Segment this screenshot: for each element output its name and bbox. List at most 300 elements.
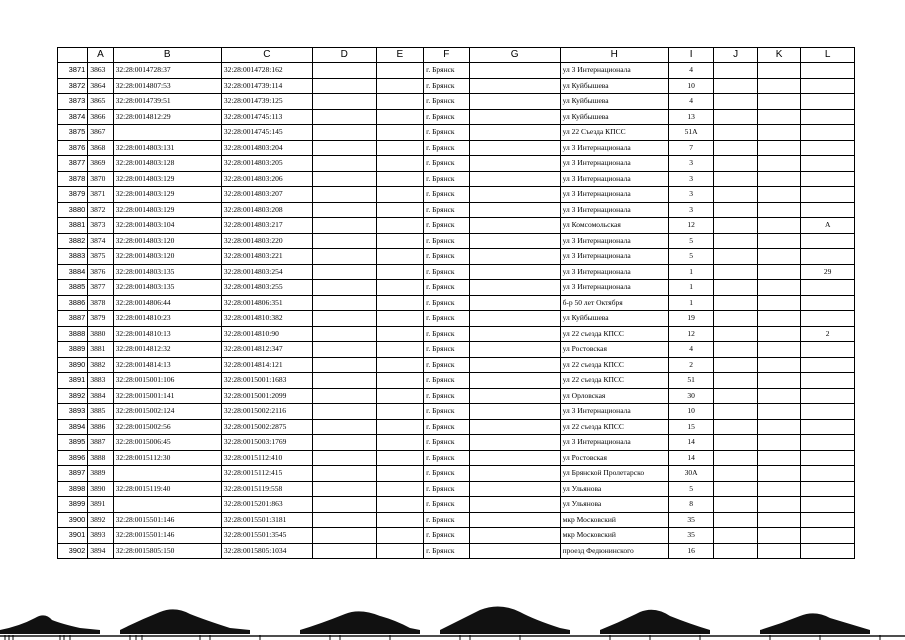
cell-h: мкр Московский bbox=[560, 528, 668, 544]
cell-e bbox=[376, 342, 424, 358]
cell-c: 32:28:0014803:205 bbox=[221, 156, 312, 172]
cell-l bbox=[801, 497, 855, 513]
cell-c: 32:28:0014803:204 bbox=[221, 140, 312, 156]
cell-k bbox=[757, 528, 800, 544]
cell-e bbox=[376, 109, 424, 125]
cell-h: ул 3 Интернационала bbox=[560, 171, 668, 187]
table-body bbox=[58, 63, 855, 559]
cell-c: 32:28:0014739:114 bbox=[221, 78, 312, 94]
cell-i: 14 bbox=[668, 450, 714, 466]
cell-g bbox=[469, 419, 560, 435]
cell-l bbox=[801, 435, 855, 451]
cell-i: 4 bbox=[668, 63, 714, 79]
cell-j bbox=[714, 202, 757, 218]
cell-d bbox=[312, 140, 376, 156]
cell-g bbox=[469, 233, 560, 249]
cell-f: г. Брянск bbox=[424, 78, 470, 94]
table-row bbox=[58, 466, 855, 482]
cell-d bbox=[312, 342, 376, 358]
table-row bbox=[58, 373, 855, 389]
cell-i: 3 bbox=[668, 156, 714, 172]
cell-g bbox=[469, 512, 560, 528]
cell-l bbox=[801, 295, 855, 311]
cell-e bbox=[376, 218, 424, 234]
column-header-d: D bbox=[312, 48, 376, 63]
row-number: 3894 bbox=[58, 419, 88, 435]
cell-j bbox=[714, 357, 757, 373]
cell-g bbox=[469, 466, 560, 482]
cell-d bbox=[312, 156, 376, 172]
cell-b: 32:28:0015501:146 bbox=[113, 512, 221, 528]
cell-f: г. Брянск bbox=[424, 280, 470, 296]
cell-b: 32:28:0014803:104 bbox=[113, 218, 221, 234]
cell-j bbox=[714, 233, 757, 249]
cell-f: г. Брянск bbox=[424, 528, 470, 544]
cell-h: ул Ростовская bbox=[560, 342, 668, 358]
row-number: 3879 bbox=[58, 187, 88, 203]
cell-d bbox=[312, 481, 376, 497]
cell-k bbox=[757, 543, 800, 559]
cell-l bbox=[801, 543, 855, 559]
cell-f: г. Брянск bbox=[424, 543, 470, 559]
cell-i: 51А bbox=[668, 125, 714, 141]
cell-k bbox=[757, 171, 800, 187]
cell-c: 32:28:0014803:208 bbox=[221, 202, 312, 218]
cell-d bbox=[312, 94, 376, 110]
cell-i: 30А bbox=[668, 466, 714, 482]
cell-b: 32:28:0014803:120 bbox=[113, 249, 221, 265]
row-number: 3895 bbox=[58, 435, 88, 451]
table-row bbox=[58, 202, 855, 218]
cell-d bbox=[312, 404, 376, 420]
table-row bbox=[58, 63, 855, 79]
cell-g bbox=[469, 280, 560, 296]
column-header-row bbox=[58, 48, 855, 63]
cell-e bbox=[376, 450, 424, 466]
cell-d bbox=[312, 78, 376, 94]
cell-k bbox=[757, 280, 800, 296]
row-number: 3901 bbox=[58, 528, 88, 544]
table-row bbox=[58, 326, 855, 342]
cell-b: 32:28:0014810:13 bbox=[113, 326, 221, 342]
cell-f: г. Брянск bbox=[424, 171, 470, 187]
cell-e bbox=[376, 373, 424, 389]
cell-g bbox=[469, 481, 560, 497]
cell-d bbox=[312, 63, 376, 79]
cell-d bbox=[312, 109, 376, 125]
cell-f: г. Брянск bbox=[424, 63, 470, 79]
row-number: 3889 bbox=[58, 342, 88, 358]
cell-i: 1 bbox=[668, 280, 714, 296]
table-row bbox=[58, 233, 855, 249]
row-number: 3884 bbox=[58, 264, 88, 280]
cell-a: 3865 bbox=[88, 94, 113, 110]
cell-i: 3 bbox=[668, 187, 714, 203]
row-number: 3874 bbox=[58, 109, 88, 125]
table-row bbox=[58, 311, 855, 327]
cell-e bbox=[376, 187, 424, 203]
cell-l bbox=[801, 512, 855, 528]
cell-a: 3885 bbox=[88, 404, 113, 420]
cell-i: 13 bbox=[668, 109, 714, 125]
cell-g bbox=[469, 450, 560, 466]
corner-header bbox=[58, 48, 88, 63]
cell-j bbox=[714, 435, 757, 451]
cell-b: 32:28:0014812:29 bbox=[113, 109, 221, 125]
cell-e bbox=[376, 512, 424, 528]
cell-c: 32:28:0015805:1034 bbox=[221, 543, 312, 559]
cell-a: 3884 bbox=[88, 388, 113, 404]
cell-e bbox=[376, 466, 424, 482]
cell-b: 32:28:0014807:53 bbox=[113, 78, 221, 94]
cell-g bbox=[469, 94, 560, 110]
cell-g bbox=[469, 543, 560, 559]
cell-j bbox=[714, 171, 757, 187]
column-header-i: I bbox=[668, 48, 714, 63]
cell-k bbox=[757, 218, 800, 234]
cell-i: 16 bbox=[668, 543, 714, 559]
cell-e bbox=[376, 357, 424, 373]
cell-d bbox=[312, 280, 376, 296]
cell-g bbox=[469, 373, 560, 389]
cell-e bbox=[376, 171, 424, 187]
cell-e bbox=[376, 78, 424, 94]
cell-h: ул Куйбышева bbox=[560, 94, 668, 110]
cell-k bbox=[757, 311, 800, 327]
cell-d bbox=[312, 435, 376, 451]
cell-l bbox=[801, 249, 855, 265]
cell-d bbox=[312, 512, 376, 528]
cell-h: ул 22 съезда КПСС bbox=[560, 326, 668, 342]
row-number: 3898 bbox=[58, 481, 88, 497]
cell-e bbox=[376, 481, 424, 497]
spreadsheet-scan bbox=[57, 47, 855, 559]
cell-h: ул 3 Интернационала bbox=[560, 63, 668, 79]
cell-d bbox=[312, 419, 376, 435]
table-row bbox=[58, 481, 855, 497]
cell-d bbox=[312, 311, 376, 327]
cell-a: 3864 bbox=[88, 78, 113, 94]
cell-h: ул Ростовская bbox=[560, 450, 668, 466]
cell-e bbox=[376, 156, 424, 172]
cell-j bbox=[714, 419, 757, 435]
cell-a: 3869 bbox=[88, 156, 113, 172]
cell-e bbox=[376, 419, 424, 435]
cell-f: г. Брянск bbox=[424, 481, 470, 497]
cell-i: 1 bbox=[668, 264, 714, 280]
table-row bbox=[58, 264, 855, 280]
cell-f: г. Брянск bbox=[424, 125, 470, 141]
cell-c: 32:28:0014745:113 bbox=[221, 109, 312, 125]
cell-c: 32:28:0015112:415 bbox=[221, 466, 312, 482]
row-number: 3885 bbox=[58, 280, 88, 296]
cell-l bbox=[801, 171, 855, 187]
cell-h: ул 22 съезда КПСС bbox=[560, 373, 668, 389]
cell-l bbox=[801, 202, 855, 218]
cell-b: 32:28:0014812:32 bbox=[113, 342, 221, 358]
cell-h: ул Куйбышева bbox=[560, 78, 668, 94]
cell-j bbox=[714, 156, 757, 172]
cell-f: г. Брянск bbox=[424, 435, 470, 451]
cell-c: 32:28:0015001:2099 bbox=[221, 388, 312, 404]
row-number: 3880 bbox=[58, 202, 88, 218]
cell-j bbox=[714, 78, 757, 94]
cell-k bbox=[757, 404, 800, 420]
cell-a: 3880 bbox=[88, 326, 113, 342]
cell-c: 32:28:0014806:351 bbox=[221, 295, 312, 311]
cell-d bbox=[312, 326, 376, 342]
cell-k bbox=[757, 357, 800, 373]
cell-d bbox=[312, 233, 376, 249]
cell-e bbox=[376, 125, 424, 141]
cell-h: ул Ульянова bbox=[560, 497, 668, 513]
cell-k bbox=[757, 466, 800, 482]
cell-d bbox=[312, 187, 376, 203]
cell-d bbox=[312, 388, 376, 404]
cell-e bbox=[376, 233, 424, 249]
cell-k bbox=[757, 373, 800, 389]
cell-f: г. Брянск bbox=[424, 295, 470, 311]
table-row bbox=[58, 249, 855, 265]
cell-h: ул 3 Интернационала bbox=[560, 187, 668, 203]
cell-c: 32:28:0014810:382 bbox=[221, 311, 312, 327]
cell-g bbox=[469, 326, 560, 342]
cell-j bbox=[714, 481, 757, 497]
cell-h: ул 22 Съезда КПСС bbox=[560, 125, 668, 141]
cell-g bbox=[469, 264, 560, 280]
table-row bbox=[58, 419, 855, 435]
column-header-j: J bbox=[714, 48, 757, 63]
cell-b: 32:28:0014803:120 bbox=[113, 233, 221, 249]
cell-d bbox=[312, 373, 376, 389]
row-number: 3897 bbox=[58, 466, 88, 482]
cell-d bbox=[312, 202, 376, 218]
cell-a: 3863 bbox=[88, 63, 113, 79]
cell-k bbox=[757, 264, 800, 280]
cell-a: 3868 bbox=[88, 140, 113, 156]
cell-k bbox=[757, 435, 800, 451]
cell-c: 32:28:0014803:217 bbox=[221, 218, 312, 234]
cell-h: ул 22 съезда КПСС bbox=[560, 419, 668, 435]
cell-e bbox=[376, 528, 424, 544]
cell-h: б-р 50 лет Октября bbox=[560, 295, 668, 311]
table-row bbox=[58, 78, 855, 94]
cell-d bbox=[312, 249, 376, 265]
cell-b bbox=[113, 125, 221, 141]
cell-c: 32:28:0015002:2116 bbox=[221, 404, 312, 420]
cell-b: 32:28:0014803:131 bbox=[113, 140, 221, 156]
cell-c: 32:28:0015501:3545 bbox=[221, 528, 312, 544]
cell-e bbox=[376, 311, 424, 327]
cell-c: 32:28:0014739:125 bbox=[221, 94, 312, 110]
cell-a: 3870 bbox=[88, 171, 113, 187]
cell-h: ул 3 Интернационала bbox=[560, 249, 668, 265]
row-number: 3871 bbox=[58, 63, 88, 79]
column-header-k: K bbox=[757, 48, 800, 63]
cell-l bbox=[801, 78, 855, 94]
cell-j bbox=[714, 373, 757, 389]
cell-a: 3882 bbox=[88, 357, 113, 373]
cell-i: 2 bbox=[668, 357, 714, 373]
cell-i: 8 bbox=[668, 497, 714, 513]
cell-l: А bbox=[801, 218, 855, 234]
cell-k bbox=[757, 326, 800, 342]
cell-h: ул 3 Интернационала bbox=[560, 280, 668, 296]
cell-a: 3883 bbox=[88, 373, 113, 389]
cell-i: 12 bbox=[668, 326, 714, 342]
cell-h: ул Комсомольская bbox=[560, 218, 668, 234]
cell-a: 3887 bbox=[88, 435, 113, 451]
cell-l: 29 bbox=[801, 264, 855, 280]
cell-i: 3 bbox=[668, 202, 714, 218]
cell-b: 32:28:0014810:23 bbox=[113, 311, 221, 327]
cell-g bbox=[469, 171, 560, 187]
cell-l bbox=[801, 311, 855, 327]
cell-j bbox=[714, 249, 757, 265]
cell-k bbox=[757, 497, 800, 513]
row-number: 3886 bbox=[58, 295, 88, 311]
table-row bbox=[58, 497, 855, 513]
cell-l bbox=[801, 187, 855, 203]
cell-j bbox=[714, 466, 757, 482]
cell-b: 32:28:0014803:128 bbox=[113, 156, 221, 172]
cell-b: 32:28:0015112:30 bbox=[113, 450, 221, 466]
cell-g bbox=[469, 311, 560, 327]
cell-i: 10 bbox=[668, 78, 714, 94]
cell-c: 32:28:0014803:221 bbox=[221, 249, 312, 265]
cell-f: г. Брянск bbox=[424, 249, 470, 265]
cell-l bbox=[801, 373, 855, 389]
cell-a: 3889 bbox=[88, 466, 113, 482]
cell-d bbox=[312, 528, 376, 544]
cell-b: 32:28:0014803:129 bbox=[113, 187, 221, 203]
cell-k bbox=[757, 94, 800, 110]
cell-k bbox=[757, 63, 800, 79]
cell-c: 32:28:0014728:162 bbox=[221, 63, 312, 79]
cell-c: 32:28:0014803:255 bbox=[221, 280, 312, 296]
cell-l bbox=[801, 388, 855, 404]
cell-l bbox=[801, 481, 855, 497]
column-header-f: F bbox=[424, 48, 470, 63]
cell-e bbox=[376, 404, 424, 420]
table-row bbox=[58, 218, 855, 234]
cell-j bbox=[714, 512, 757, 528]
cell-b: 32:28:0014739:51 bbox=[113, 94, 221, 110]
cell-g bbox=[469, 202, 560, 218]
cell-f: г. Брянск bbox=[424, 373, 470, 389]
cell-k bbox=[757, 78, 800, 94]
cell-k bbox=[757, 295, 800, 311]
cell-c: 32:28:0014803:206 bbox=[221, 171, 312, 187]
cell-d bbox=[312, 125, 376, 141]
table-row bbox=[58, 125, 855, 141]
cell-l bbox=[801, 357, 855, 373]
cell-a: 3893 bbox=[88, 528, 113, 544]
cell-a: 3871 bbox=[88, 187, 113, 203]
cell-g bbox=[469, 497, 560, 513]
cell-d bbox=[312, 171, 376, 187]
cell-j bbox=[714, 404, 757, 420]
cell-f: г. Брянск bbox=[424, 109, 470, 125]
cell-a: 3879 bbox=[88, 311, 113, 327]
cell-c: 32:28:0014803:254 bbox=[221, 264, 312, 280]
cell-k bbox=[757, 233, 800, 249]
cell-b: 32:28:0015006:45 bbox=[113, 435, 221, 451]
cell-j bbox=[714, 187, 757, 203]
cell-f: г. Брянск bbox=[424, 512, 470, 528]
cell-c: 32:28:0015001:1683 bbox=[221, 373, 312, 389]
table-row bbox=[58, 388, 855, 404]
row-number: 3896 bbox=[58, 450, 88, 466]
cell-k bbox=[757, 140, 800, 156]
cell-k bbox=[757, 388, 800, 404]
cell-g bbox=[469, 357, 560, 373]
cell-a: 3867 bbox=[88, 125, 113, 141]
cell-l bbox=[801, 450, 855, 466]
cell-d bbox=[312, 543, 376, 559]
cell-g bbox=[469, 63, 560, 79]
cell-i: 4 bbox=[668, 94, 714, 110]
cell-h: ул Куйбышева bbox=[560, 311, 668, 327]
row-number: 3892 bbox=[58, 388, 88, 404]
cell-k bbox=[757, 419, 800, 435]
cell-j bbox=[714, 342, 757, 358]
table-row bbox=[58, 140, 855, 156]
cell-g bbox=[469, 125, 560, 141]
cell-e bbox=[376, 326, 424, 342]
row-number: 3902 bbox=[58, 543, 88, 559]
cell-g bbox=[469, 218, 560, 234]
cell-i: 1 bbox=[668, 295, 714, 311]
table-row bbox=[58, 450, 855, 466]
cell-h: ул 3 Интернационала bbox=[560, 202, 668, 218]
table-row bbox=[58, 171, 855, 187]
cell-l bbox=[801, 342, 855, 358]
cell-i: 10 bbox=[668, 404, 714, 420]
cell-f: г. Брянск bbox=[424, 311, 470, 327]
cell-c: 32:28:0015112:410 bbox=[221, 450, 312, 466]
column-header-a: A bbox=[88, 48, 113, 63]
row-number: 3888 bbox=[58, 326, 88, 342]
cell-c: 32:28:0014810:90 bbox=[221, 326, 312, 342]
cell-e bbox=[376, 435, 424, 451]
cell-j bbox=[714, 528, 757, 544]
cell-a: 3874 bbox=[88, 233, 113, 249]
cell-f: г. Брянск bbox=[424, 497, 470, 513]
cell-k bbox=[757, 125, 800, 141]
cell-j bbox=[714, 543, 757, 559]
cell-j bbox=[714, 326, 757, 342]
cell-d bbox=[312, 466, 376, 482]
cell-b: 32:28:0014803:135 bbox=[113, 264, 221, 280]
cell-a: 3892 bbox=[88, 512, 113, 528]
column-header-c: C bbox=[221, 48, 312, 63]
cell-d bbox=[312, 218, 376, 234]
cell-k bbox=[757, 249, 800, 265]
cell-d bbox=[312, 450, 376, 466]
table-row bbox=[58, 528, 855, 544]
cell-a: 3877 bbox=[88, 280, 113, 296]
cell-j bbox=[714, 94, 757, 110]
cell-b: 32:28:0014728:37 bbox=[113, 63, 221, 79]
cell-b: 32:28:0014806:44 bbox=[113, 295, 221, 311]
cell-l bbox=[801, 125, 855, 141]
cell-c: 32:28:0015002:2875 bbox=[221, 419, 312, 435]
cell-h: ул 3 Интернационала bbox=[560, 404, 668, 420]
cell-a: 3875 bbox=[88, 249, 113, 265]
cell-b: 32:28:0014814:13 bbox=[113, 357, 221, 373]
cell-l bbox=[801, 404, 855, 420]
